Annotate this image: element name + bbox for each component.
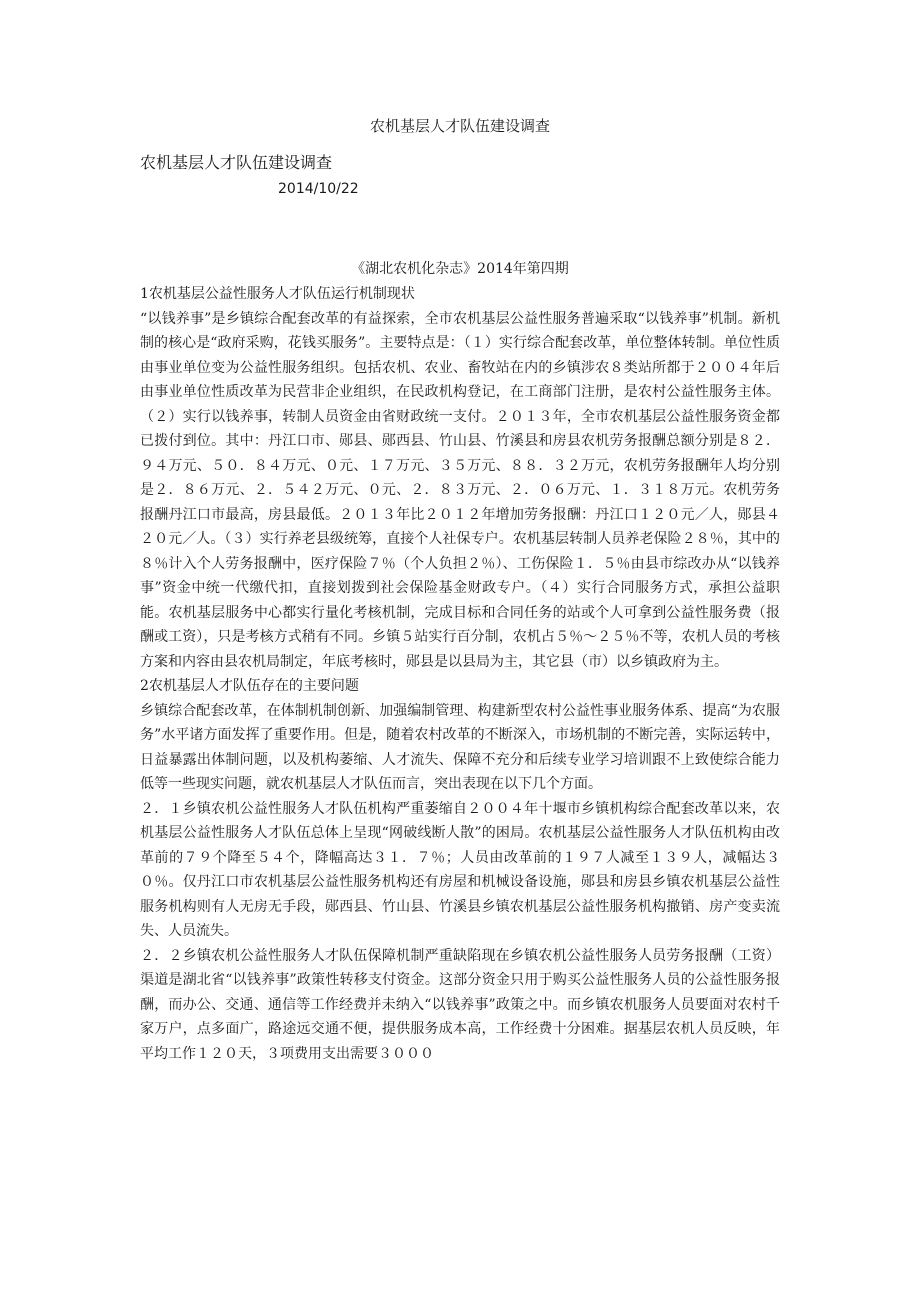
section-heading-2: 2农机基层人才队伍存在的主要问题 [140,678,359,694]
document-subtitle: 农机基层人才队伍建设调查 [140,153,333,172]
journal-source: 《湖北农机化杂志》2014年第四期 [351,261,569,277]
paragraph-mechanism-status: “以钱养事”是乡镇综合配套改革的有益探索，全市农机基层公益性服务普遍采取“以钱养事”机制。新机制的核心是“政府采购，花钱买服务”。主要特点是：（１）实行综合配套改革，单位整体转制。单位性质由事业单位变为公益性服务组织。包括农机、农业、畜牧站在内的乡镇涉农８类站所都于２００４年后由事业单位性质改革为民营非企业组织，在民政机构登记，在工商部门注册，是农村公益性服务主体。（２）实行以钱养事，转制人员资金由省财政统一支付。２０１３年，全市农机基层公益性服务资金都已拨付到位。其中：丹江口市、郧县、郧西县、竹山县、竹溪县和房县农机劳务报酬总额分别是８２．９４万元、５０．８４万元、０元、１７万元、３５万元、８８．３２万元，农机劳务报酬年人均分别是２．８６万元、２．５４２万元、０元、２．８３万元、２．０６万元、１．３１８万元。农机劳务报酬丹江口市最高，房县最低。２０１３年比２０１２年增加劳务报酬：丹江口１２０元／人，郧县４２０元／人。（３）实行养老县级统筹，直接个人社保专户。农机基层转制人员养老保险２８％，其中的８％计入个人劳务报酬中，医疗保险７％（个人负担２％）、工伤保险１．５％由县市综改办从“以钱养事”资金中统一代缴代扣，直接划拨到社会保险基金财政专户。（４）实行合同服务方式，承担公益职能。农机基层服务中心都实行量化考核机制，完成目标和合同任务的站或个人可拿到公益性服务费（报酬或工资），只是考核方式稍有不同。乡镇５站实行百分制，农机占５％～２５％不等，农机人员的考核方案和内容由县农机局制定，年底考核时，郧县是以县局为主，其它县（市）以乡镇政府为主。 [140,310,780,670]
section-heading-1: 1农机基层公益性服务人才队伍运行机制现状 [140,286,415,302]
paragraph-section-2-1: ２．１乡镇农机公益性服务人才队伍机构严重萎缩自２００４年十堰市乡镇机构综合配套改革以来，农机基层公益性服务人才队伍总体上呈现“网破线断人散”的困局。农机基层公益性服务人才队伍机构由改革前的７９个降至５４个，降幅高达３１．７％；人员由改革前的１９７人减至１３９人，减幅达３０％。仅丹江口市农机基层公益性服务机构还有房屋和机械设备设施，郧县和房县乡镇农机基层公益性服务机构则有人无房无手段，郧西县、竹山县、竹溪县乡镇农机基层公益性服务机构撤销、房产变卖流失、人员流失。 [140,800,780,939]
paragraph-section-2-2: ２．２乡镇农机公益性服务人才队伍保障机制严重缺陷现在乡镇农机公益性服务人员劳务报酬（工资）渠道是湖北省“以钱养事”政策性转移支付资金。这部分资金只用于购买公益性服务人员的公益性服务报酬，而办公、交通、通信等工作经费并未纳入“以钱养事”政策之中。而乡镇农机服务人员要面对农村千家万户，点多面广，路途远交通不便，提供服务成本高，工作经费十分困难。据基层农机人员反映，年平均工作１２０天，３项费用支出需要３０００ [140,947,780,1062]
publication-date: 2014/10/22 [278,181,359,197]
article-body [140,282,780,1066]
paragraph-problems-intro: 乡镇综合配套改革，在体制机制创新、加强编制管理、构建新型农村公益性事业服务体系、提高“为农服务”水平诸方面发挥了重要作用。但是，随着农村改革的不断深入，市场机制的不断完善，实际运转中，日益暴露出体制问题，以及机构萎缩、人才流失、保障不充分和后续专业学习培训跟不上致使综合能力低等一些现实问题，就农机基层人才队伍而言，突出表现在以下几个方面。 [140,702,780,792]
document-title: 农机基层人才队伍建设调查 [369,117,550,135]
